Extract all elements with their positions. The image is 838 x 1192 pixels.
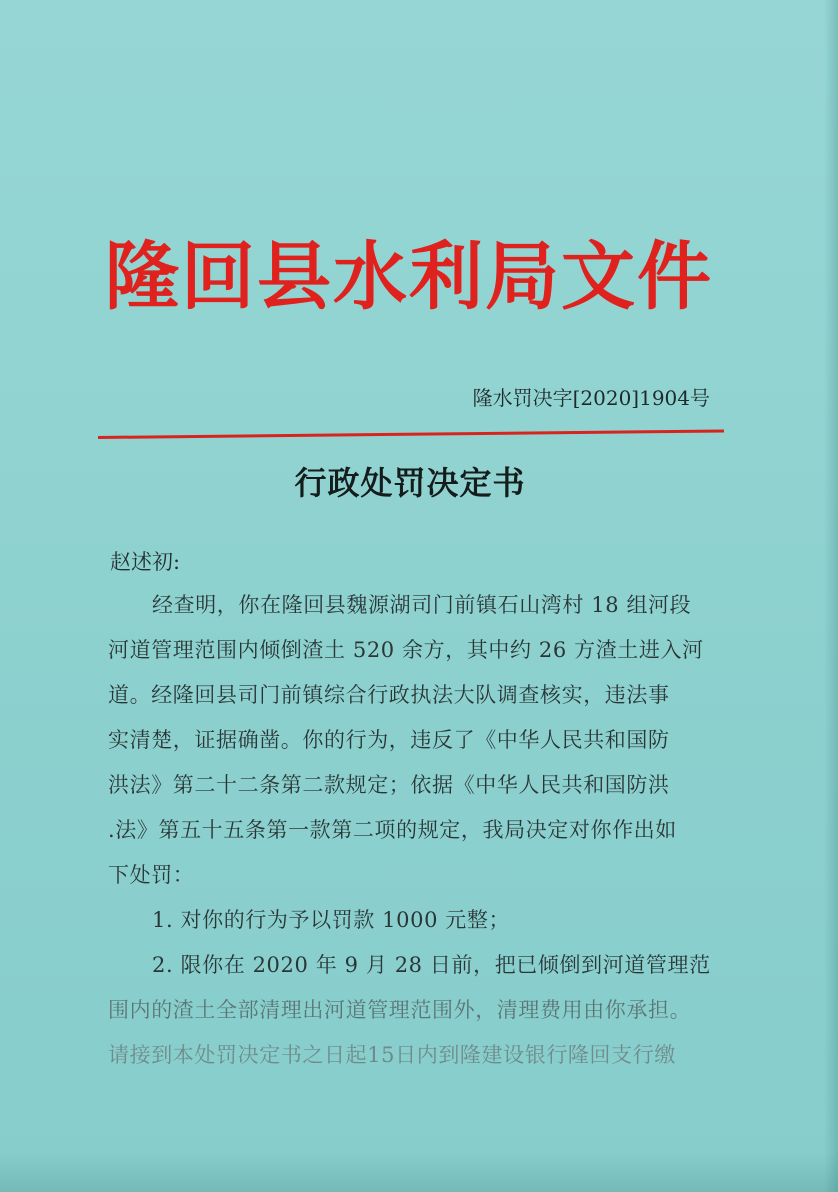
document-number: 隆水罚决字[2020]1904号	[472, 386, 710, 410]
body-line: 实清楚，证据确凿。你的行为，违反了《中华人民共和国防	[108, 728, 670, 752]
body-line: 请接到本处罚决定书之日起15日内到隆建设银行隆回支行缴	[108, 1043, 676, 1067]
body-line: 围内的渣土全部清理出河道管理范围外，清理费用由你承担。	[108, 998, 692, 1022]
body-line: 经查明，你在隆回县魏源湖司门前镇石山湾村 18 组河段	[152, 593, 692, 617]
body-line: 河道管理范围内倾倒渣土 520 余方，其中约 26 方渣土进入河	[108, 638, 704, 662]
penalty-item-1: 1. 对你的行为予以罚款 1000 元整；	[152, 908, 511, 932]
document-body	[108, 583, 728, 1078]
paper-edge-shadow	[824, 0, 838, 1192]
decision-title: 行政处罚决定书	[294, 464, 526, 502]
paper-bottom-shadow	[0, 1152, 838, 1192]
body-line: 道。经隆回县司门前镇综合行政执法大队调查核实，违法事	[108, 683, 670, 707]
document-header-title: 隆回县水利局文件	[105, 234, 713, 320]
red-separator-rule	[98, 429, 724, 439]
body-line: 下处罚：	[108, 863, 195, 887]
addressee: 赵述初:	[110, 550, 181, 574]
body-line: .法》第五十五条第一款第二项的规定，我局决定对你作出如	[108, 818, 677, 842]
body-line: 洪法》第二十二条第二款规定；依据《中华人民共和国防洪	[108, 773, 670, 797]
penalty-item-2: 2. 限你在 2020 年 9 月 28 日前，把已倾倒到河道管理范	[152, 953, 711, 977]
